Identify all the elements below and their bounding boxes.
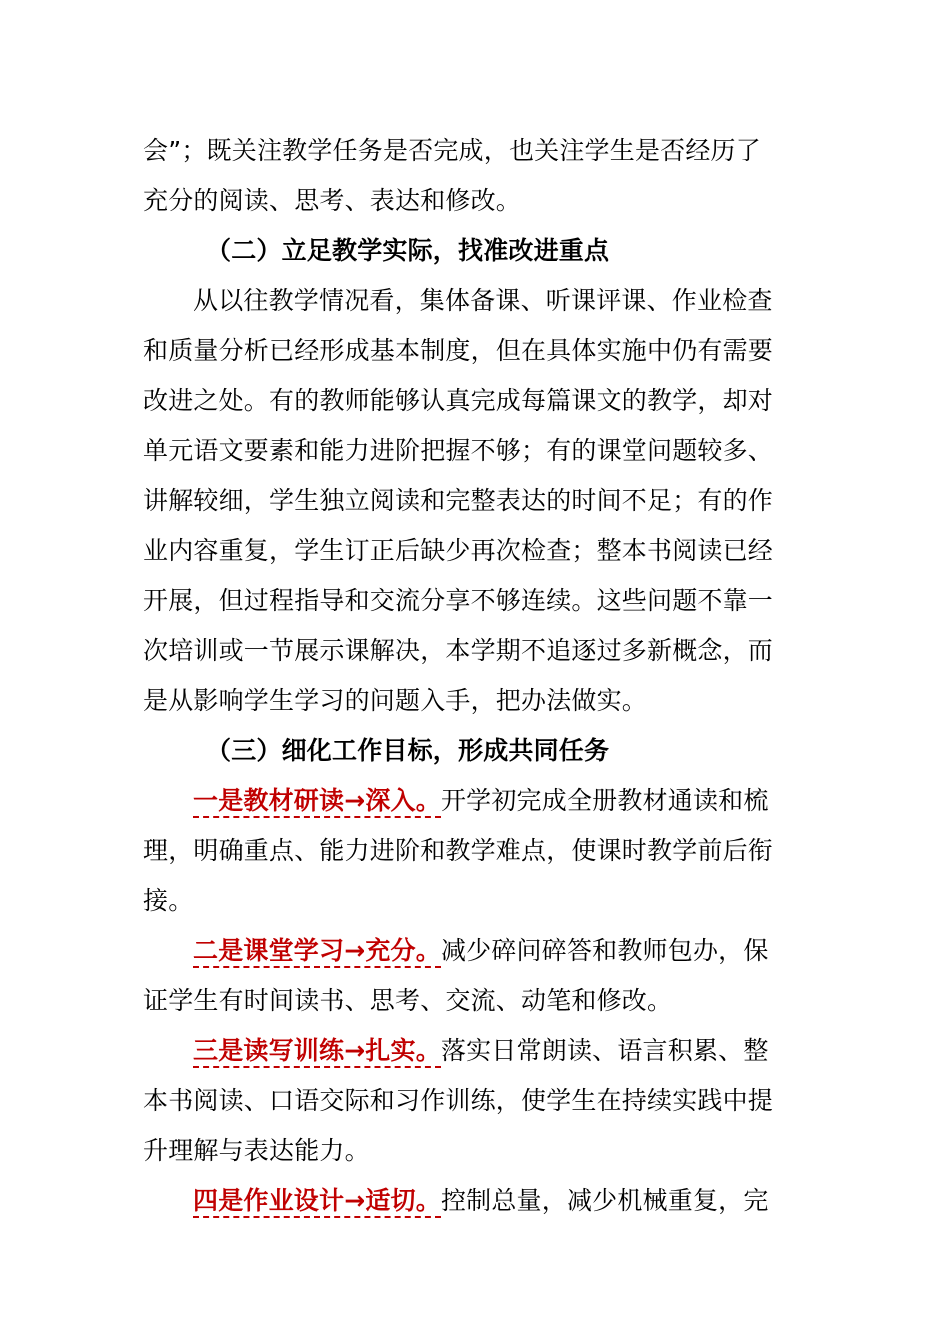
paragraph-line: 接。 — [143, 886, 194, 915]
item-text: 开学初完成全册教材通读和梳 — [440, 786, 769, 815]
item-text: 减少碎问碎答和教师包办，保 — [440, 936, 769, 965]
list-item — [193, 1184, 873, 1218]
paragraph-line: 单元语文要素和能力进阶把握不够；有的课堂问题较多、 — [143, 436, 774, 465]
item-text: 控制总量，减少机械重复，完 — [440, 1186, 769, 1215]
item-label: 二是课堂学习→充分。 — [193, 936, 441, 968]
paragraph-line: 会”；既关注教学任务是否完成，也关注学生是否经历了 — [143, 136, 761, 165]
item-label: 一是教材研读→深入。 — [193, 786, 441, 818]
paragraph-line: 升理解与表达能力。 — [143, 1136, 370, 1165]
paragraph-line: 讲解较细，学生独立阅读和完整表达的时间不足；有的作 — [143, 486, 774, 515]
paragraph-line: 业内容重复，学生订正后缺少再次检查；整本书阅读已经 — [143, 536, 774, 565]
paragraph-line: 和质量分析已经形成基本制度，但在具体实施中仍有需要 — [143, 336, 774, 365]
paragraph-line: 从以往教学情况看，集体备课、听课评课、作业检查 — [193, 286, 773, 315]
paragraph-line: 理，明确重点、能力进阶和教学难点，使课时教学前后衔 — [143, 836, 774, 865]
paragraph-line: 开展，但过程指导和交流分享不够连续。这些问题不靠一 — [143, 586, 774, 615]
list-item — [193, 1034, 873, 1068]
section-heading: （二）立足教学实际，找准改进重点 — [206, 236, 610, 265]
item-label: 三是读写训练→扎实。 — [193, 1036, 441, 1068]
paragraph-line: 改进之处。有的教师能够认真完成每篇课文的教学，却对 — [143, 386, 774, 415]
item-label: 四是作业设计→适切。 — [193, 1186, 441, 1218]
list-item — [193, 934, 873, 968]
paragraph-line: 是从影响学生学习的问题入手，把办法做实。 — [143, 686, 648, 715]
paragraph-line: 本书阅读、口语交际和习作训练，使学生在持续实践中提 — [143, 1086, 774, 1115]
list-item — [193, 784, 873, 818]
paragraph-line: 次培训或一节展示课解决，本学期不追逐过多新概念，而 — [143, 636, 774, 665]
paragraph-line: 证学生有时间读书、思考、交流、动笔和修改。 — [143, 986, 673, 1015]
item-text: 落实日常朗读、语言积累、整 — [440, 1036, 769, 1065]
paragraph-line: 充分的阅读、思考、表达和修改。 — [143, 186, 522, 215]
section-heading: （三）细化工作目标，形成共同任务 — [206, 736, 610, 765]
